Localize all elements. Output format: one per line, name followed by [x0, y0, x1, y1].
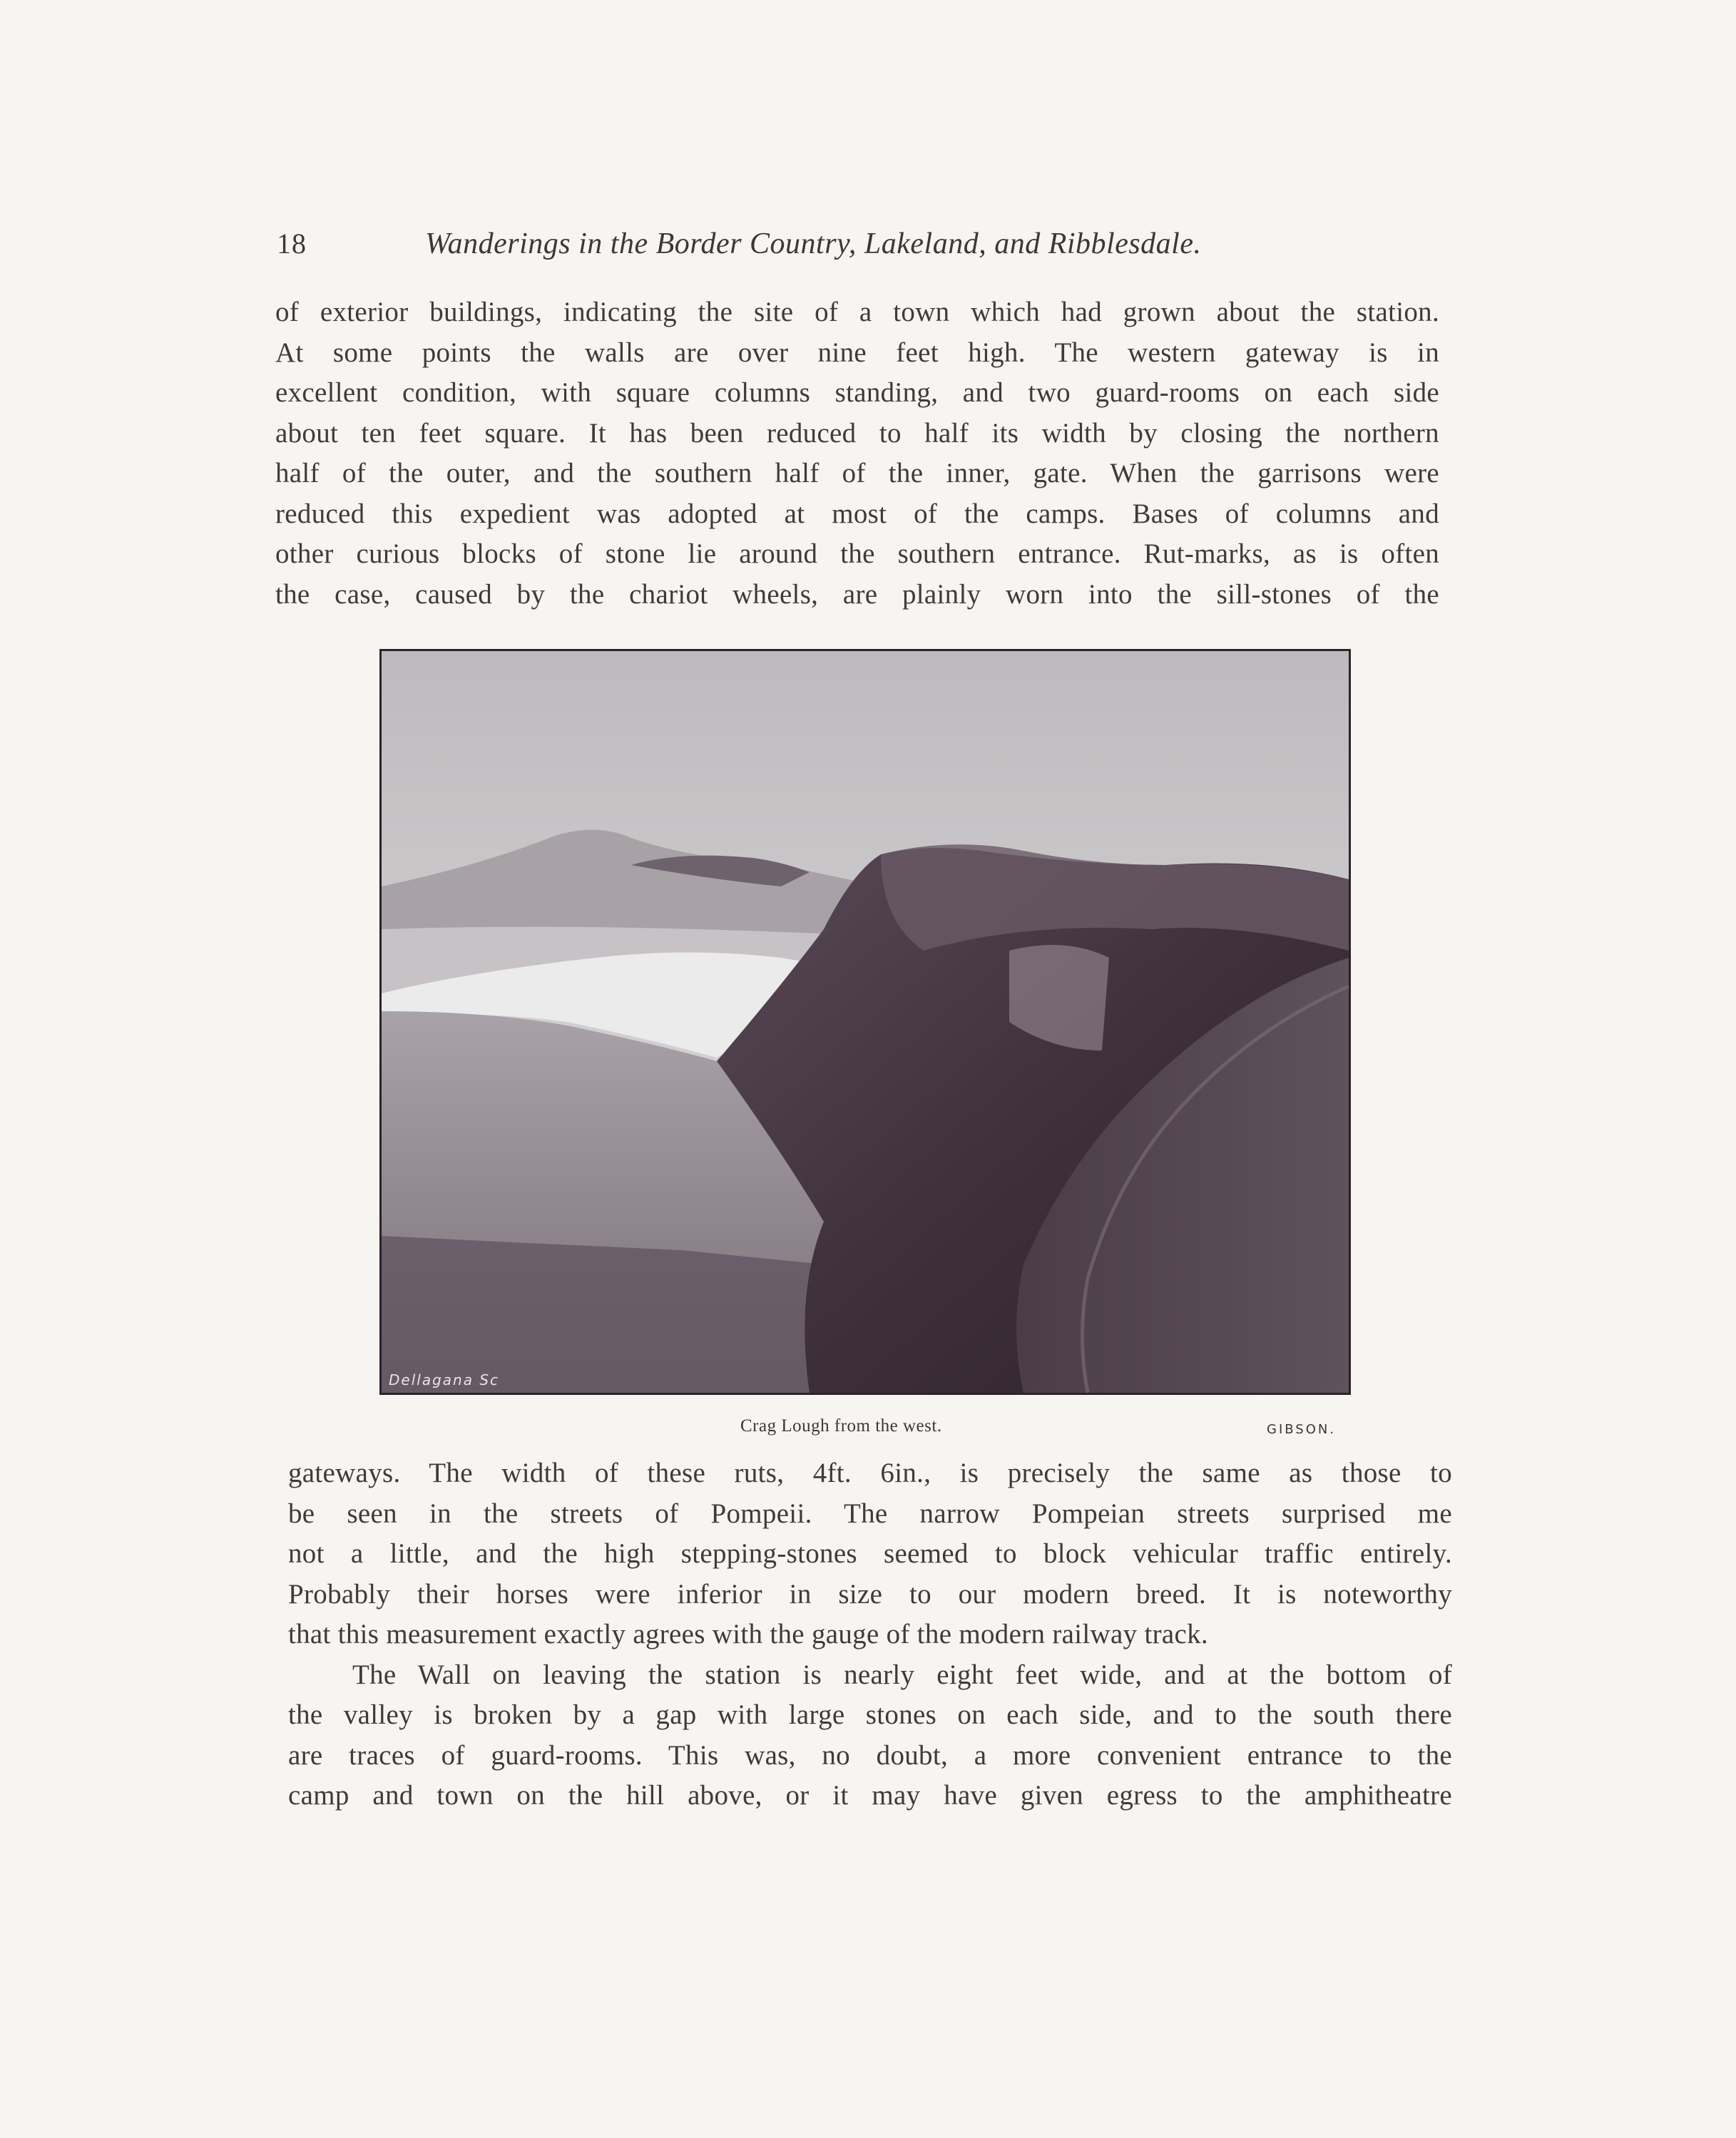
crag-lough-photograph	[379, 649, 1351, 1395]
landscape-illustration	[382, 651, 1349, 1393]
body-text-bottom	[288, 1453, 1452, 1816]
text-line: Probably their horses were inferior in size to our modern breed. It is noteworthy	[288, 1578, 1452, 1610]
text-line: At some points the walls are over nine feet high. The western gateway is in	[275, 337, 1439, 368]
text-line: gateways. The width of these ruts, 4ft. 6in., is precisely the same as those to	[288, 1458, 1452, 1488]
text-line: half of the outer, and the southern half of the inner, gate. When the garrisons were	[275, 458, 1439, 489]
text-line: be seen in the streets of Pompeii. The narrow Pompeian streets surprised me	[288, 1498, 1452, 1529]
text-line: The Wall on leaving the station is nearly eight feet wide, and at the bottom of	[352, 1659, 1452, 1690]
shadowed-ground	[382, 1236, 824, 1393]
text-line: that this measurement exactly agrees with the gauge of the modern railway track.	[288, 1619, 1208, 1649]
text-line: reduced this expedient was adopted at most of the camps. Bases of columns and	[275, 498, 1439, 529]
engraver-signature: Dellagana Sc	[389, 1371, 500, 1388]
text-line: of exterior buildings, indicating the site of a town which had grown about the station.	[275, 297, 1439, 327]
text-line: not a little, and the high stepping-stones seemed to block vehicular traffic entirely.	[288, 1538, 1452, 1569]
figure-caption: Crag Lough from the west.	[740, 1416, 942, 1436]
text-line: the case, caused by the chariot wheels, are plainly worn into the sill-stones of the	[275, 578, 1439, 610]
text-line: camp and town on the hill above, or it may have given egress to the amphitheatre	[288, 1780, 1452, 1811]
text-line: excellent condition, with square columns standing, and two guard-rooms on each side	[275, 377, 1439, 408]
page-number: 18	[277, 227, 307, 260]
text-line: other curious blocks of stone lie around the southern entrance. Rut-marks, as is often	[275, 538, 1439, 569]
text-line: the valley is broken by a gap with large stones on each side, and to the south there	[288, 1699, 1452, 1730]
page-header	[277, 227, 1298, 270]
text-line: are traces of guard-rooms. This was, no doubt, a more convenient entrance to the	[288, 1739, 1452, 1771]
running-title: Wanderings in the Border Country, Lakeland, and Ribblesdale.	[425, 227, 1202, 260]
photo-credit: GIBSON.	[1267, 1422, 1337, 1437]
body-text-top	[275, 292, 1439, 615]
text-line: about ten feet square. It has been reduced to half its width by closing the northern	[275, 417, 1439, 449]
